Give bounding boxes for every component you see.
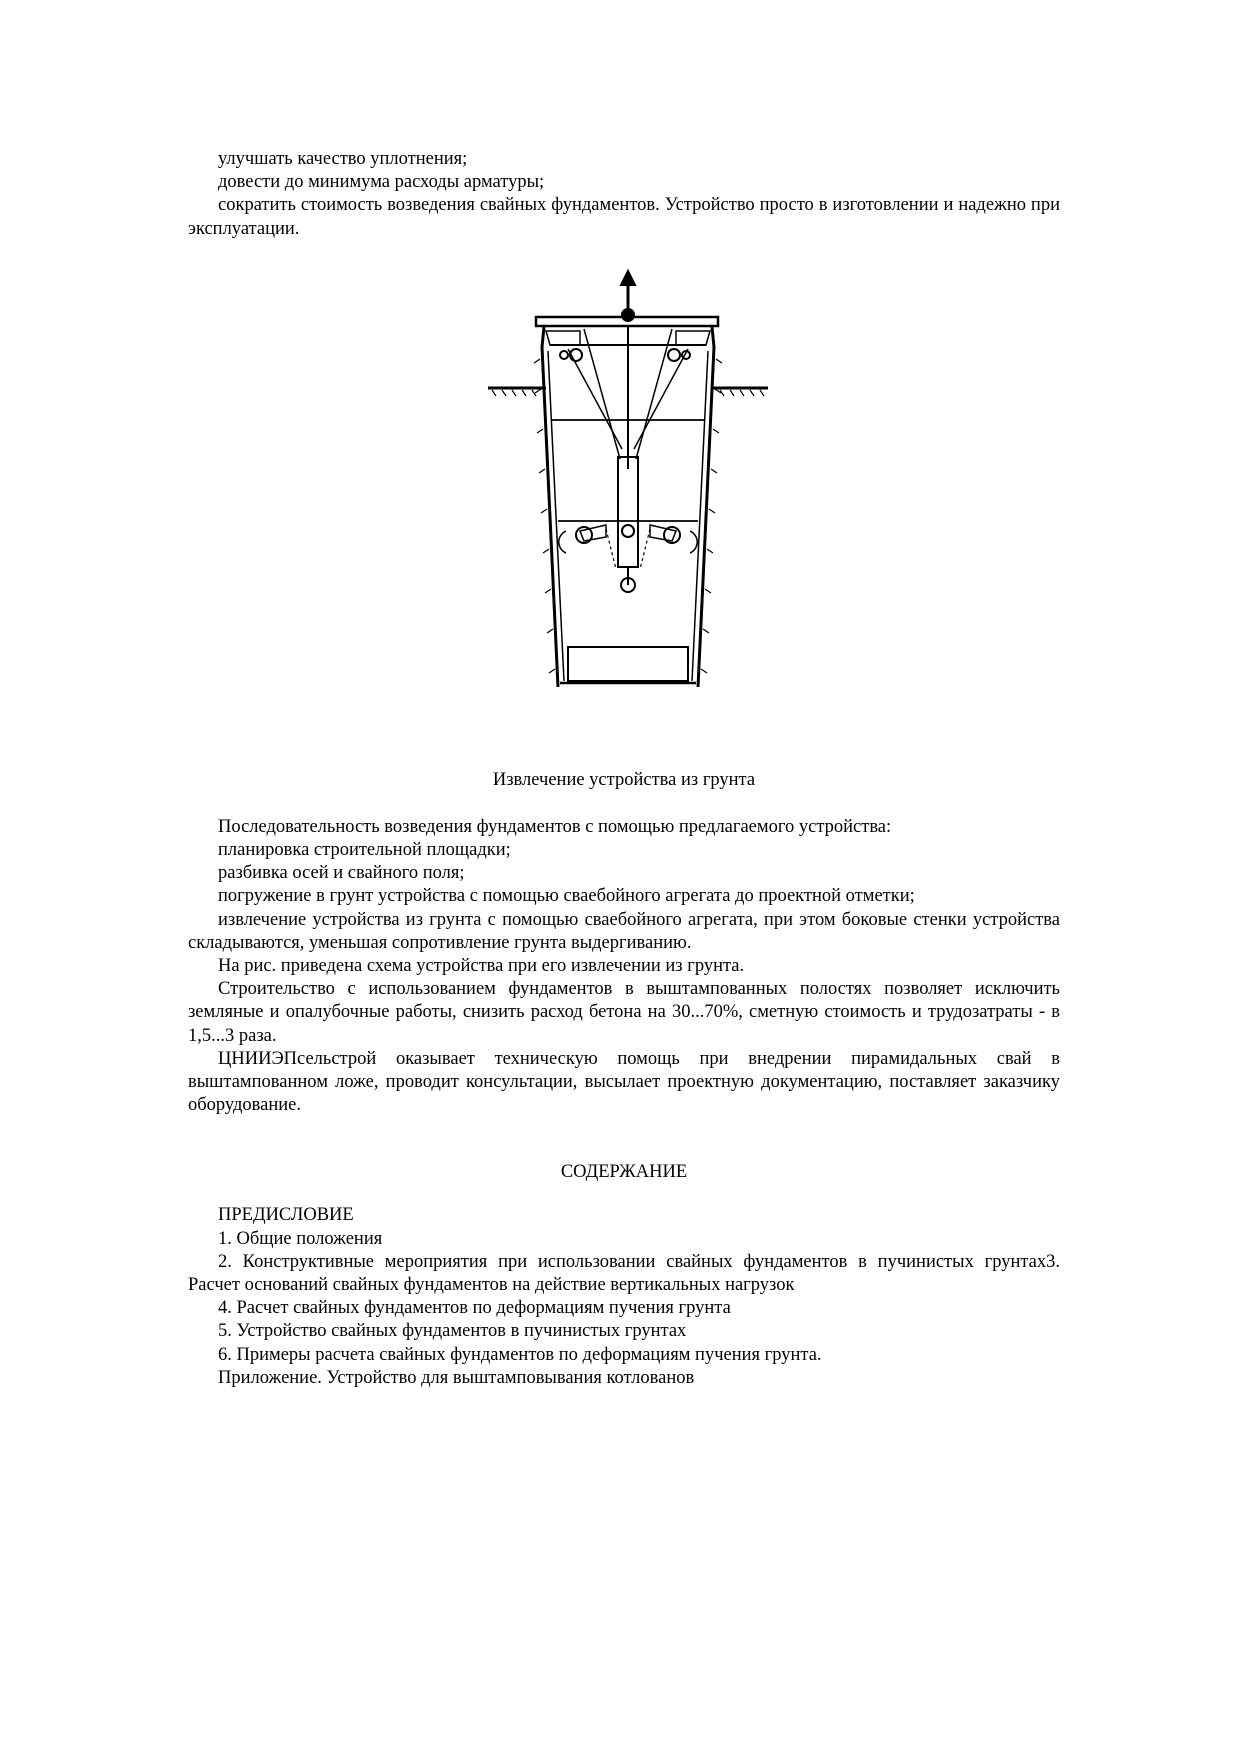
contents-list (188, 1204, 1060, 1390)
contents-item: 2. Конструктивные мероприятия при использовании свайных фундаментов в пучинистых грунтах3. Расчет оснований свайных фундаментов на действие вертикальных нагрузок (188, 1251, 1060, 1296)
body-paragraph: разбивка осей и свайного поля; (218, 863, 465, 884)
intro-line-3: сократить стоимость возведения свайных фундаментов. Устройство просто в изготовлении и надежно при эксплуатации. (188, 195, 1060, 239)
figure-caption: Извлечение устройства из грунта (492, 769, 756, 790)
body-paragraph: ЦНИИЭПсельстрой оказывает техническую помощь при внедрении пирамидальных свай в выштампованном ложе, проводит консультации, высылает проектную документацию, поставляет заказчику оборудование. (188, 1048, 1060, 1116)
intro-line-2: довести до минимума расходы арматуры; (218, 172, 545, 193)
contents-item: 1. Общие положения (218, 1228, 383, 1249)
contents-item: 5. Устройство свайных фундаментов в пучинистых грунтах (218, 1321, 687, 1342)
device-extraction-drawing (488, 269, 768, 739)
contents-item: 6. Примеры расчета свайных фундаментов по деформациям пучения грунта. (218, 1344, 822, 1365)
device-figure (188, 269, 1060, 769)
contents-item: ПРЕДИСЛОВИЕ (218, 1205, 354, 1226)
body-paragraph: На рис. приведена схема устройства при его извлечении из грунта. (218, 956, 745, 977)
contents-item: 4. Расчет свайных фундаментов по деформациям пучения грунта (218, 1298, 731, 1319)
body-paragraph: извлечение устройства из грунта с помощью сваебойного агрегата, при этом боковые стенки устройства складываются, уменьшая сопротивление грунта выдергиванию. (188, 909, 1060, 953)
intro-line-1: улучшать качество уплотнения; (218, 149, 468, 169)
body-paragraph: Последовательность возведения фундаментов с помощью предлагаемого устройства: (218, 816, 892, 837)
body-paragraph: планировка строительной площадки; (218, 840, 511, 861)
body-section (188, 816, 1060, 1118)
body-paragraph: Строительство с использованием фундаментов в выштампованных полостях позволяет исключить земляные и опалубочные работы, снизить расход бетона на 30...70%, сметную стоимость и трудозатраты - в 1,5...3 раза. (188, 979, 1060, 1046)
contents-title: СОДЕРЖАНИЕ (560, 1162, 688, 1183)
document-page (188, 148, 1060, 1390)
contents-item: Приложение. Устройство для выштамповывания котлованов (218, 1367, 695, 1388)
body-paragraph: погружение в грунт устройства с помощью сваебойного агрегата до проектной отметки; (218, 886, 915, 907)
